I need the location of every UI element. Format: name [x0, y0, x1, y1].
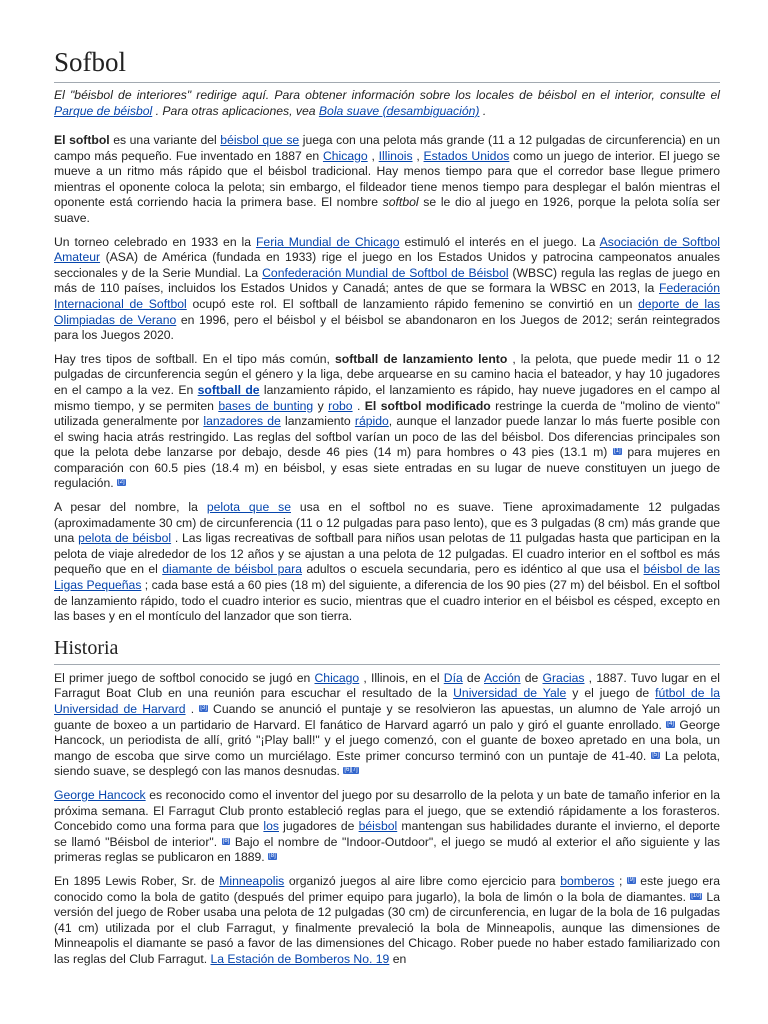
link-ligas-pequenas[interactable]: béisbol de las Ligas Pequeñas [54, 562, 720, 593]
link-beisbol-2[interactable]: béisbol [358, 819, 398, 834]
link-yale[interactable]: Universidad de Yale [453, 686, 567, 701]
reference-marker[interactable]: [6][7] [344, 767, 358, 774]
link-feria-mundial[interactable]: Feria Mundial de Chicago [255, 234, 400, 249]
link-lanzadores[interactable]: lanzadores de [203, 414, 281, 429]
link-parque-de-beisbol[interactable]: Parque de béisbol [54, 104, 153, 118]
section-heading-historia: Historia [54, 635, 720, 665]
link-beisbol[interactable]: béisbol que se [220, 133, 300, 147]
link-wbsc[interactable]: Confederación Mundial de Softbol de Béisbol [262, 265, 509, 280]
link-softball-de[interactable]: softball de [197, 382, 260, 397]
paragraph-intro: El softbol es una variante del béisbol que se juega con una pelota más grande (11 a 12 pulgadas de circunferencia) en un campo más pequeño. Fue inventado en 1887 en Chicago , Illinois , Estados Unidos como un juego de interior. El juego se mueve a un ritmo más rápido que el béisbol tradicional. Hay menos tiempo para que el corredor base llegue primero mientras el oponente coloca la pelota; sin embargo, el fildeador tiene menos tiempo para desplegar el balón mientras el oponente está corriendo hacia la primera base. El nombre softbol se le dio al juego en 1926, porque la pelota solía ser suave. [54, 133, 720, 225]
link-gracias[interactable]: Gracias [542, 670, 585, 685]
link-chicago-2[interactable]: Chicago [314, 670, 360, 685]
reference-marker[interactable]: [2] [118, 479, 125, 486]
paragraph-torneo: Un torneo celebrado en 1933 en la Feria Mundial de Chicago estimuló el interés en el juego. La Asociación de Softbol Amateur (ASA) de América (fundada en 1933) rige el juego en los Estados Unidos y patrocina campeonatos anuales seccionales y de la Serie Mundial. La Confederación Mundial de Softbol de Béisbol (WBSC) regula las reglas de juego en más de 110 países, incluidos los Estados Unidos y Canadá; antes de que se formara la WBSC en 2013, la Federación Internacional de Softbol ocupó este rol. El softball de lanzamiento rápido femenino se convirtió en un deporte de las Olimpiadas de Verano en 1996, pero el béisbol y el béisbol se abandonaron en los Juegos de 2012; serán reintegrados para los Juegos 2020. [54, 234, 721, 343]
link-estados-unidos[interactable]: Estados Unidos [423, 148, 510, 163]
reference-marker[interactable]: [4] [667, 720, 674, 727]
link-los[interactable]: los [263, 819, 279, 834]
paragraph-pelota: A pesar del nombre, la pelota que se usa en el softbol no es suave. Tiene aproximadamente 12 pulgadas (aproximadamente 30 cm) de circunferencia (11 o 12 pulgadas para paso lento), que es 3 pulgadas (8 cm) más grande que una pelota de béisbol . Las ligas recreativas de softball para niños usan pelotas de 11 pulgadas hasta que participan en la pelota de viaje alrededor de los 12 años y se ajustan a una pelota de 12 pulgadas. El cuadro interior en el softbol es más pequeño que en el diamante de béisbol para adultos o escuela secundaria, pero es idéntico al que usa el béisbol de las Ligas Pequeñas ; cada base está a 60 pies (18 m) del siguiente, a diferencia de los 90 pies (27 m) del béisbol. En el softbol de lanzamiento rápido, todo el cuadro interior es sucio, mientras que el cuadro interior en el béisbol es césped, excepto en las bases y en el montículo del lanzador que son tierra. [54, 500, 721, 624]
link-minneapolis[interactable]: Minneapolis [219, 873, 285, 888]
paragraph-historia-3: En 1895 Lewis Rober, Sr. de Minneapolis organizó juegos al aire libre como ejercicio para bomberos ; [9] este juego era conocido como la bola de gatito (después del primer equipo para jugarlo), la bola de limón o la bola de diamantes. [10] La versión del juego de Rober usaba una pelota de 12 pulgadas (30 cm) de circunferencia, en lugar de la bola de 16 pulgadas (41 cm) utilizada por el club Farragut, y finalmente prevaleció la bola de Minneapolis, aunque las dimensiones de Minneapolis el diamante se pasó a favor de las dimensiones del Chicago. Rober puede no haber estado familiarizado con las reglas del Club Farragut. La Estación de Bomberos No. 19 en [54, 873, 720, 966]
link-rapido[interactable]: rápido [354, 414, 389, 429]
paragraph-historia-2: George Hancock es reconocido como el inventor del juego por su desarrollo de la pelota y un bate de tamaño inferior en la próxima semana. El Farragut Club pronto estableció reglas para el juego, que se extendió rápidamente a los forasteros. Concebido como una forma para que los jugadores de béisbol mantengan sus habilidades durante el invierno, el deporte se llamó "Béisbol de interior". [8] Bajo el nombre de "Indoor-Outdoor", el juego se mudó al exterior el año siguiente y las primeras reglas se publicaron en 1889. [8] [54, 787, 720, 865]
reference-marker[interactable]: [10] [691, 892, 702, 899]
link-robo[interactable]: robo [328, 398, 353, 413]
link-dia[interactable]: Día [443, 670, 463, 685]
reference-marker[interactable]: [1] [614, 448, 621, 455]
paragraph-historia-1: El primer juego de softbol conocido se jugó en Chicago , Illinois, en el Día de Acción de Gracias , 1887. Tuvo lugar en el Farragut Boat Club en una reunión para escuchar el resultado de la Universidad de Yale y el juego de fútbol de la Universidad de Harvard . [3] Cuando se anunció el puntaje y se resolvieron las apuestas, un alumno de Yale arrojó un guante de boxeo a un partidario de Harvard. El fanático de Harvard agarró un palo y giró el guante enrollado. [4] George Hancock, un periodista de allí, gritó "¡Play ball!" y el juego comenzó, con el guante de boxeo apretado en una bola, un mango de escoba que sirve como un murciélago. Este primer concurso terminó con un puntaje de 41-40. [5] La pelota, siendo suave, se desplegó con las manos desnudas. [6][7] [54, 670, 721, 779]
link-asa[interactable]: Asociación de Softbol Amateur [54, 234, 720, 265]
link-chicago[interactable]: Chicago [322, 148, 368, 163]
article [54, 0, 720, 976]
link-accion[interactable]: Acción [483, 670, 521, 685]
link-pelota[interactable]: pelota que se [206, 500, 291, 515]
link-pelota-de-beisbol[interactable]: pelota de béisbol [78, 531, 172, 546]
link-illinois[interactable]: Illinois [378, 148, 413, 163]
reference-marker[interactable]: [8] [269, 853, 276, 860]
reference-marker[interactable]: [8] [222, 837, 230, 844]
link-bola-suave-desambiguacion[interactable]: Bola suave (desambiguación) [318, 104, 480, 118]
link-bases-de-bunting[interactable]: bases de bunting [218, 398, 314, 413]
hatnote: El "béisbol de interiores" redirige aquí. Para obtener información sobre los locales de béisbol en el interior, consulte el Parque de béisbol . Para otras aplicaciones, vea Bola suave (desambiguación) . [54, 88, 720, 118]
page-title: Sofbol [54, 0, 720, 83]
reference-marker[interactable]: [5] [652, 751, 659, 758]
link-estacion-bomberos[interactable]: La Estación de Bomberos No. 19 [210, 951, 390, 966]
link-olimpiadas[interactable]: deporte de las Olimpiadas de Verano [54, 296, 721, 327]
reference-marker[interactable]: [3] [200, 705, 207, 711]
link-george-hancock[interactable]: George Hancock [54, 787, 146, 802]
link-diamante[interactable]: diamante de béisbol para [162, 562, 302, 577]
link-bomberos[interactable]: bomberos [560, 873, 615, 888]
link-harvard[interactable]: fútbol de la Universidad de Harvard [54, 686, 721, 716]
reference-marker[interactable]: [9] [628, 876, 635, 883]
link-isf[interactable]: Federación Internacional de Softbol [54, 281, 720, 311]
paragraph-tipos: Hay tres tipos de softball. En el tipo más común, softball de lanzamiento lento , la pelota, que puede medir 11 o 12 pulgadas de circunferencia según el género y la liga, debe arquearse en su camino hacia el bateador, y hay 10 jugadores en el campo a la vez. En softball de lanzamiento rápido, el lanzamiento es rápido, hay nueve jugadores en el campo al mismo tiempo, y se permiten bases de bunting y robo . El softbol modificado restringe la cuerda de "molino de viento" utilizada generalmente por lanzadores de lanzamiento rápido, aunque el lanzador puede lanzar lo más fuerte posible con el swing hacia atrás restringido. Las reglas del softbol varían un poco de las del béisbol. Dos diferencias principales son que la pelota debe lanzarse por debajo, desde 46 pies (14 m) para hombres o 43 pies (13.1 m) [1] para mujeres en comparación con 60.5 pies (18.4 m) en béisbol, y esas siete entradas en su lugar de nueve constituyen un juego de regulación. [2] [54, 351, 721, 491]
